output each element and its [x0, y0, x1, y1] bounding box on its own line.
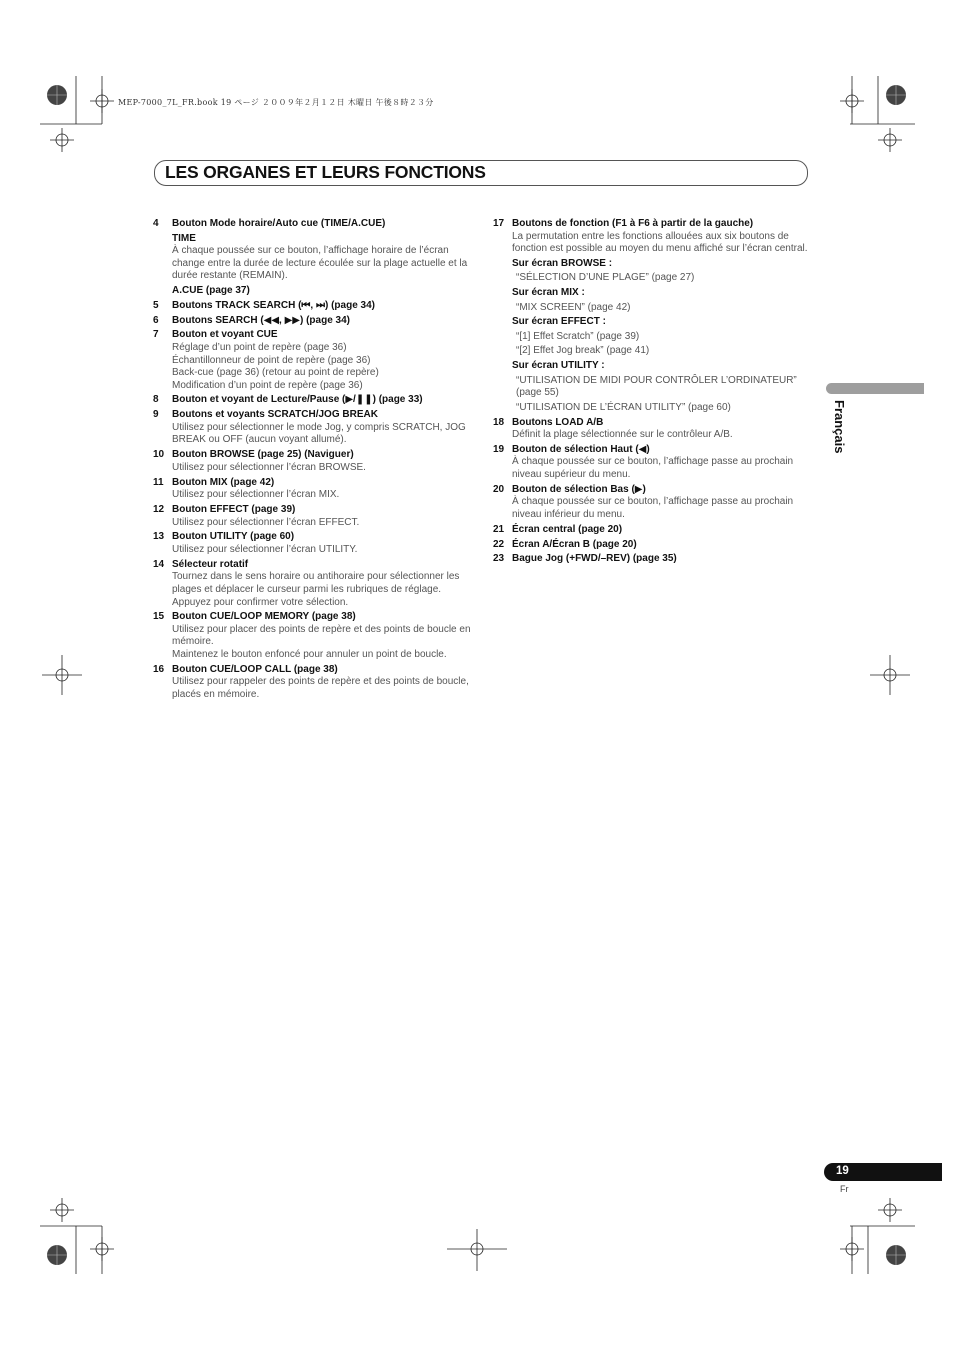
list-item: [153, 300, 473, 313]
item-subheading: Sur écran EFFECT :: [512, 316, 606, 328]
item-title: Bouton et voyant CUE: [172, 329, 278, 341]
section-title-bar: [154, 160, 808, 186]
item-title: Boutons et voyants SCRATCH/JOG BREAK: [172, 409, 378, 421]
item-number: 10: [153, 449, 165, 461]
item-title: Bouton UTILITY (page 60): [172, 531, 295, 543]
left-column: [153, 218, 473, 704]
language-label: Français: [832, 400, 847, 454]
item-title: Bouton de sélection Bas (▶): [512, 483, 646, 495]
item-description: Maintenez le bouton enfoncé pour annuler un point de boucle.: [172, 649, 447, 661]
language-side-tab: [826, 383, 924, 394]
item-description: Définit la plage sélectionnée sur le contrôleur A/B.: [512, 429, 733, 441]
item-title: Sélecteur rotatif: [172, 558, 249, 570]
item-number: 22: [493, 538, 505, 550]
item-number: 23: [493, 553, 505, 565]
item-description: Utilisez pour sélectionner l’écran BROWSE.: [172, 461, 366, 473]
language-code: Fr: [840, 1184, 849, 1194]
item-number: 16: [153, 663, 165, 675]
item-title: Bouton CUE/LOOP CALL (page 38): [172, 663, 338, 675]
item-reference: “UTILISATION DE MIDI POUR CONTRÔLER L’ORDINATEUR” (page 55): [516, 374, 797, 399]
list-item: [493, 484, 811, 522]
item-subheading: A.CUE (page 37): [172, 284, 250, 296]
item-description: Modification d’un point de repère (page 36): [172, 379, 363, 391]
item-title: Bouton CUE/LOOP MEMORY (page 38): [172, 611, 356, 623]
item-number: 14: [153, 558, 165, 570]
item-title: Bouton EFFECT (page 39): [172, 503, 296, 515]
item-description: Utilisez pour sélectionner l’écran MIX.: [172, 489, 340, 501]
item-number: 19: [493, 443, 505, 455]
item-description: Utilisez pour sélectionner l’écran EFFECT.: [172, 516, 360, 528]
item-title: Boutons TRACK SEARCH (⏮, ⏭) (page 34): [172, 299, 375, 311]
item-number: 11: [153, 476, 164, 488]
item-description: Utilisez pour rappeler des points de repère et des points de boucle, placés en mémoire.: [172, 676, 469, 701]
item-title: Bague Jog (+FWD/–REV) (page 35): [512, 553, 677, 565]
item-description: Réglage d’un point de repère (page 36): [172, 341, 347, 353]
item-description: Tournez dans le sens horaire ou antihoraire pour sélectionner les plages et déplacer le curseur parmi les rubriques de réglage. Appuyez pour confirmer votre sélection.: [172, 571, 460, 608]
list-item: [153, 394, 473, 407]
item-number: 7: [153, 329, 159, 341]
item-number: 5: [153, 299, 159, 311]
print-header-info: MEP-7000_7L_FR.book 19 ページ ２００９年２月１２日 木曜日 午後８時２３分: [118, 98, 434, 107]
item-number: 15: [153, 611, 165, 623]
item-reference: “[2] Effet Jog break” (page 41): [516, 345, 650, 357]
item-number: 20: [493, 483, 505, 495]
item-title: Boutons SEARCH (◀◀, ▶▶) (page 34): [172, 314, 350, 326]
item-description: La permutation entre les fonctions allouées aux six boutons de fonction est possible au moyen du menu affiché sur l’écran central.: [512, 230, 808, 255]
item-number: 9: [153, 409, 159, 421]
item-number: 13: [153, 531, 165, 543]
item-description: Utilisez pour sélectionner le mode Jog, y compris SCRATCH, JOG BREAK ou OFF (aucun voyant allumé).: [172, 421, 466, 446]
item-number: 4: [153, 218, 159, 229]
list-item: [153, 664, 473, 702]
item-number: 18: [493, 416, 505, 428]
item-number: 12: [153, 503, 165, 515]
item-reference: “[1] Effet Scratch” (page 39): [516, 330, 640, 342]
item-title: Bouton et voyant de Lecture/Pause (▶/❚❚) (page 33): [172, 394, 423, 406]
item-number: 21: [493, 523, 505, 535]
list-item: [153, 611, 473, 661]
item-subheading: Sur écran UTILITY :: [512, 359, 605, 371]
item-number: 6: [153, 314, 159, 326]
item-title: Boutons de fonction (F1 à F6 à partir de la gauche): [512, 218, 754, 229]
list-item: [153, 315, 473, 328]
item-description: À chaque poussée sur ce bouton, l’affichage passe au prochain niveau supérieur du menu.: [512, 456, 794, 481]
item-description: À chaque poussée sur ce bouton, l’affichage passe au prochain niveau inférieur du menu.: [512, 496, 794, 521]
list-item: [493, 539, 811, 552]
list-item: [493, 524, 811, 537]
list-item: [153, 559, 473, 609]
list-item: [153, 531, 473, 556]
item-title: Bouton de sélection Haut (◀): [512, 443, 650, 455]
item-title: Écran A/Écran B (page 20): [512, 538, 637, 550]
item-number: 17: [493, 218, 505, 229]
item-description: Utilisez pour sélectionner l’écran UTILITY.: [172, 543, 358, 555]
item-number: 8: [153, 394, 159, 406]
list-item: [153, 477, 473, 502]
list-item: [153, 504, 473, 529]
item-title: Boutons LOAD A/B: [512, 416, 604, 428]
section-title: LES ORGANES ET LEURS FONCTIONS: [165, 162, 486, 182]
item-description: Utilisez pour placer des points de repère et des points de boucle en mémoire.: [172, 623, 471, 648]
right-column: [493, 218, 811, 568]
item-reference: “SÉLECTION D’UNE PLAGE” (page 27): [516, 272, 695, 284]
list-item: [493, 553, 811, 566]
item-reference: “UTILISATION DE L’ÉCRAN UTILITY” (page 60): [516, 401, 731, 413]
item-description: Échantillonneur de point de repère (page 36): [172, 354, 371, 366]
item-description: Back-cue (page 36) (retour au point de repère): [172, 367, 379, 379]
list-item: [493, 444, 811, 482]
list-item: [493, 218, 811, 414]
list-item: [153, 449, 473, 474]
item-reference: “MIX SCREEN” (page 42): [516, 301, 631, 313]
list-item: [493, 417, 811, 442]
item-title: Bouton Mode horaire/Auto cue (TIME/A.CUE): [172, 218, 386, 229]
list-item: [153, 409, 473, 447]
item-description: À chaque poussée sur ce bouton, l’affichage horaire de l’écran change entre la durée de lecture écoulée sur la plage actuelle et la durée restante (REMAIN).: [172, 245, 468, 282]
item-title: Bouton BROWSE (page 25) (Naviguer): [172, 449, 354, 461]
item-title: Écran central (page 20): [512, 523, 623, 535]
item-subheading: TIME: [172, 232, 196, 244]
item-subheading: Sur écran BROWSE :: [512, 257, 613, 269]
item-title: Bouton MIX (page 42): [172, 476, 275, 488]
item-subheading: Sur écran MIX :: [512, 286, 585, 298]
page-number: 19: [836, 1165, 849, 1177]
list-item: [153, 329, 473, 392]
list-item: [153, 218, 473, 298]
